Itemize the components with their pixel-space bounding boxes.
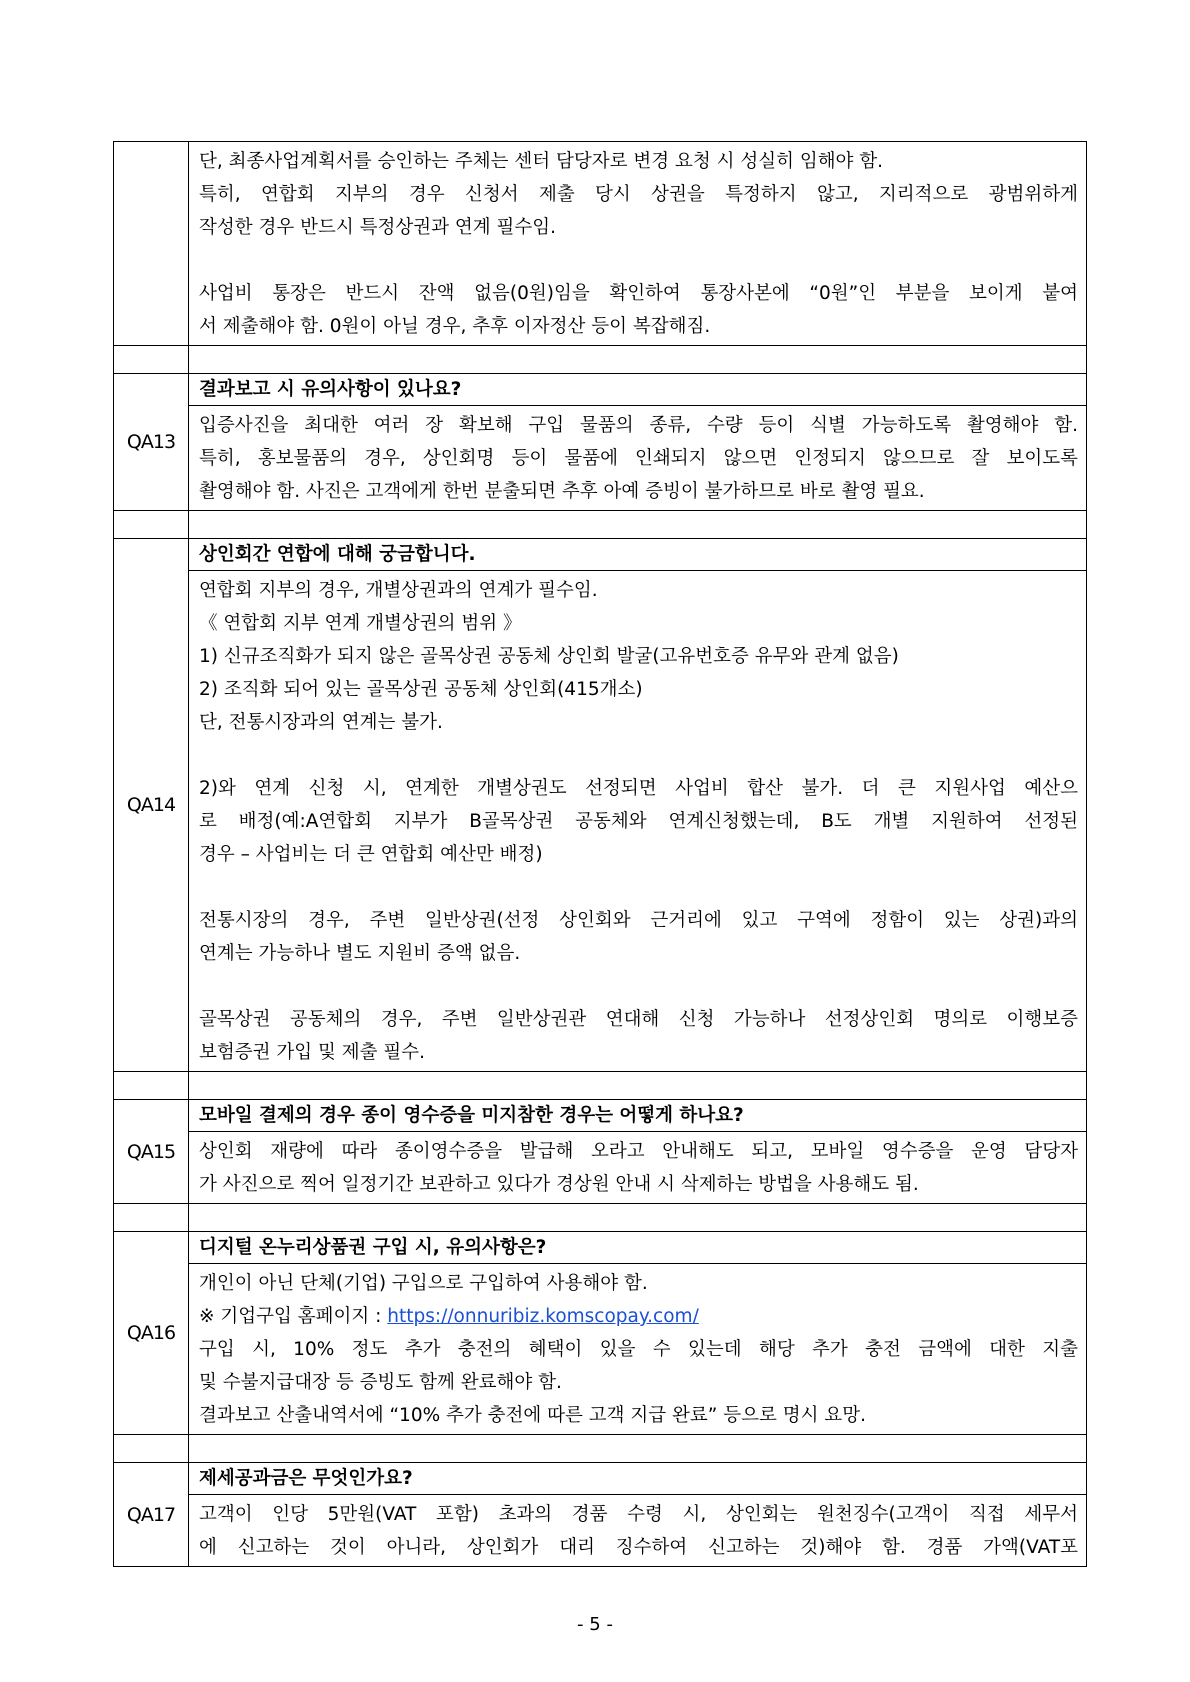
qa-id-label: QA13 (114, 374, 189, 511)
qa-id-label: QA16 (114, 1232, 189, 1435)
question-cell (189, 1463, 1087, 1495)
body-line: 사업비 통장은 반드시 잔액 없음(0원)임을 확인하여 통장사본에 “0원”인 부분을 보이게 붙여 (199, 283, 1078, 304)
body-line: 및 수불지급대장 등 증빙도 함께 완료해야 함. (199, 1372, 562, 1393)
body-line: 결과보고 산출내역서에 “10% 추가 충전에 따른 고객 지급 완료” 등으로 명시 요망. (199, 1405, 866, 1426)
body-line: 구입 시, 10% 정도 추가 충전의 혜택이 있을 수 있는데 해당 추가 충전 금액에 대한 지출 (199, 1339, 1078, 1360)
body-line (199, 871, 1078, 904)
body-line: 경우 – 사업비는 더 큰 연합회 예산만 배정) (199, 844, 543, 865)
spacer-cell (114, 1072, 189, 1100)
question-row (114, 374, 1087, 406)
spacer-row (114, 1204, 1087, 1232)
answer-cell (189, 1132, 1087, 1204)
body-line: 입증사진을 최대한 여러 장 확보해 구입 물품의 종류, 수량 등이 식별 가능하도록 촬영해야 함. (199, 415, 1078, 436)
body-line: 단, 최종사업계획서를 승인하는 주체는 센터 담당자로 변경 요청 시 성실히 임해야 함. (199, 151, 884, 172)
body-line: 전통시장의 경우, 주변 일반상권(선정 상인회와 근거리에 있고 구역에 정함이 있는 상권)과의 (199, 910, 1078, 931)
question-cell (189, 1100, 1087, 1132)
body-line (199, 970, 1078, 1003)
spacer-cell (189, 511, 1087, 539)
answer-row (114, 406, 1087, 511)
question-text: 디지털 온누리상품권 구입 시, 유의사항은? (199, 1237, 547, 1258)
body-line: 로 배정(예:A연합회 지부가 B골목상권 공동체와 연계신청했는데, B도 개별 지원하여 선정된 (199, 811, 1078, 832)
spacer-row (114, 1072, 1087, 1100)
spacer-cell (189, 1072, 1087, 1100)
body-line: 1) 신규조직화가 되지 않은 골목상권 공동체 상인회 발굴(고유번호증 유무와 관계 없음) (199, 646, 899, 667)
page-number: - 5 - (577, 1614, 613, 1635)
question-cell (189, 374, 1087, 406)
spacer-row (114, 1435, 1087, 1463)
spacer-cell (114, 1435, 189, 1463)
homepage-link[interactable]: https://onnuribiz.komscopay.com/ (387, 1306, 699, 1327)
body-line: 가 사진으로 찍어 일정기간 보관하고 있다가 경상원 안내 시 삭제하는 방법을 사용해도 됨. (199, 1174, 919, 1195)
body-line: 서 제출해야 함. 0원이 아닐 경우, 추후 이자정산 등이 복잡해짐. (199, 316, 711, 337)
spacer-cell (114, 346, 189, 374)
qa-table (113, 141, 1087, 1567)
spacer-cell (189, 1204, 1087, 1232)
qa-id-label: QA14 (114, 539, 189, 1072)
body-line (199, 1300, 1078, 1333)
question-row (114, 1100, 1087, 1132)
answer-row (114, 1264, 1087, 1435)
body-line: 연계는 가능하나 별도 지원비 증액 없음. (199, 943, 521, 964)
answer-cell (189, 1264, 1087, 1435)
answer-row (114, 1132, 1087, 1204)
body-line: 작성한 경우 반드시 특정상권과 연계 필수임. (199, 217, 556, 238)
body-line (199, 739, 1078, 772)
spacer-cell (114, 511, 189, 539)
question-text: 제세공과금은 무엇인가요? (199, 1468, 413, 1489)
spacer-row (114, 511, 1087, 539)
body-line: 2)와 연계 신청 시, 연계한 개별상권도 선정되면 사업비 합산 불가. 더 큰 지원사업 예산으 (199, 778, 1078, 799)
question-row (114, 539, 1087, 571)
qa-id-label: QA15 (114, 1100, 189, 1204)
spacer-row (114, 346, 1087, 374)
answer-cell (189, 1495, 1087, 1567)
body-line: 2) 조직화 되어 있는 골목상권 공동체 상인회(415개소) (199, 679, 643, 700)
spacer-cell (114, 1204, 189, 1232)
answer-cell (189, 571, 1087, 1072)
body-line: 촬영해야 함. 사진은 고객에게 한번 분출되면 추후 아예 증빙이 불가하므로 바로 촬영 필요. (199, 481, 925, 502)
question-text: 상인회간 연합에 대해 궁금합니다. (199, 544, 476, 565)
body-line: 상인회 재량에 따라 종이영수증을 발급해 오라고 안내해도 되고, 모바일 영수증을 운영 담당자 (199, 1141, 1078, 1162)
body-line: 고객이 인당 5만원(VAT 포함) 초과의 경품 수령 시, 상인회는 원천징수(고객이 직접 세무서 (199, 1504, 1078, 1525)
question-text: 결과보고 시 유의사항이 있나요? (199, 379, 462, 400)
spacer-cell (189, 346, 1087, 374)
answer-row (114, 571, 1087, 1072)
answer-cell (189, 406, 1087, 511)
answer-row (114, 1495, 1087, 1567)
body-line: 보험증권 가입 및 제출 필수. (199, 1042, 425, 1063)
body-line: 《 연합회 지부 연계 개별상권의 범위 》 (199, 613, 522, 634)
intro-row (114, 142, 1087, 346)
question-cell (189, 539, 1087, 571)
body-line: 특히, 연합회 지부의 경우 신청서 제출 당시 상권을 특정하지 않고, 지리적으로 광범위하게 (199, 184, 1078, 205)
body-line: 단, 전통시장과의 연계는 불가. (199, 712, 443, 733)
body-line: 에 신고하는 것이 아니라, 상인회가 대리 징수하여 신고하는 것)해야 함. 경품 가액(VAT포 (199, 1537, 1078, 1558)
body-line: 특히, 홍보물품의 경우, 상인회명 등이 물품에 인쇄되지 않으면 인정되지 않으므로 잘 보이도록 (199, 448, 1078, 469)
question-row (114, 1463, 1087, 1495)
spacer-cell (189, 1435, 1087, 1463)
body-line: 개인이 아닌 단체(기업) 구입으로 구입하여 사용해야 함. (199, 1273, 648, 1294)
body-line: 골목상권 공동체의 경우, 주변 일반상권관 연대해 신청 가능하나 선정상인회 명의로 이행보증 (199, 1009, 1078, 1030)
body-text: ※ 기업구입 홈페이지 : (199, 1306, 388, 1327)
question-row (114, 1232, 1087, 1264)
body-line: 연합회 지부의 경우, 개별상권과의 연계가 필수임. (199, 580, 598, 601)
intro-body-cell (189, 142, 1087, 346)
qa-id-label: QA17 (114, 1463, 189, 1567)
question-text: 모바일 결제의 경우 종이 영수증을 미지참한 경우는 어떻게 하나요? (199, 1105, 744, 1126)
question-cell (189, 1232, 1087, 1264)
body-line (199, 244, 1078, 277)
intro-label-cell (114, 142, 189, 346)
